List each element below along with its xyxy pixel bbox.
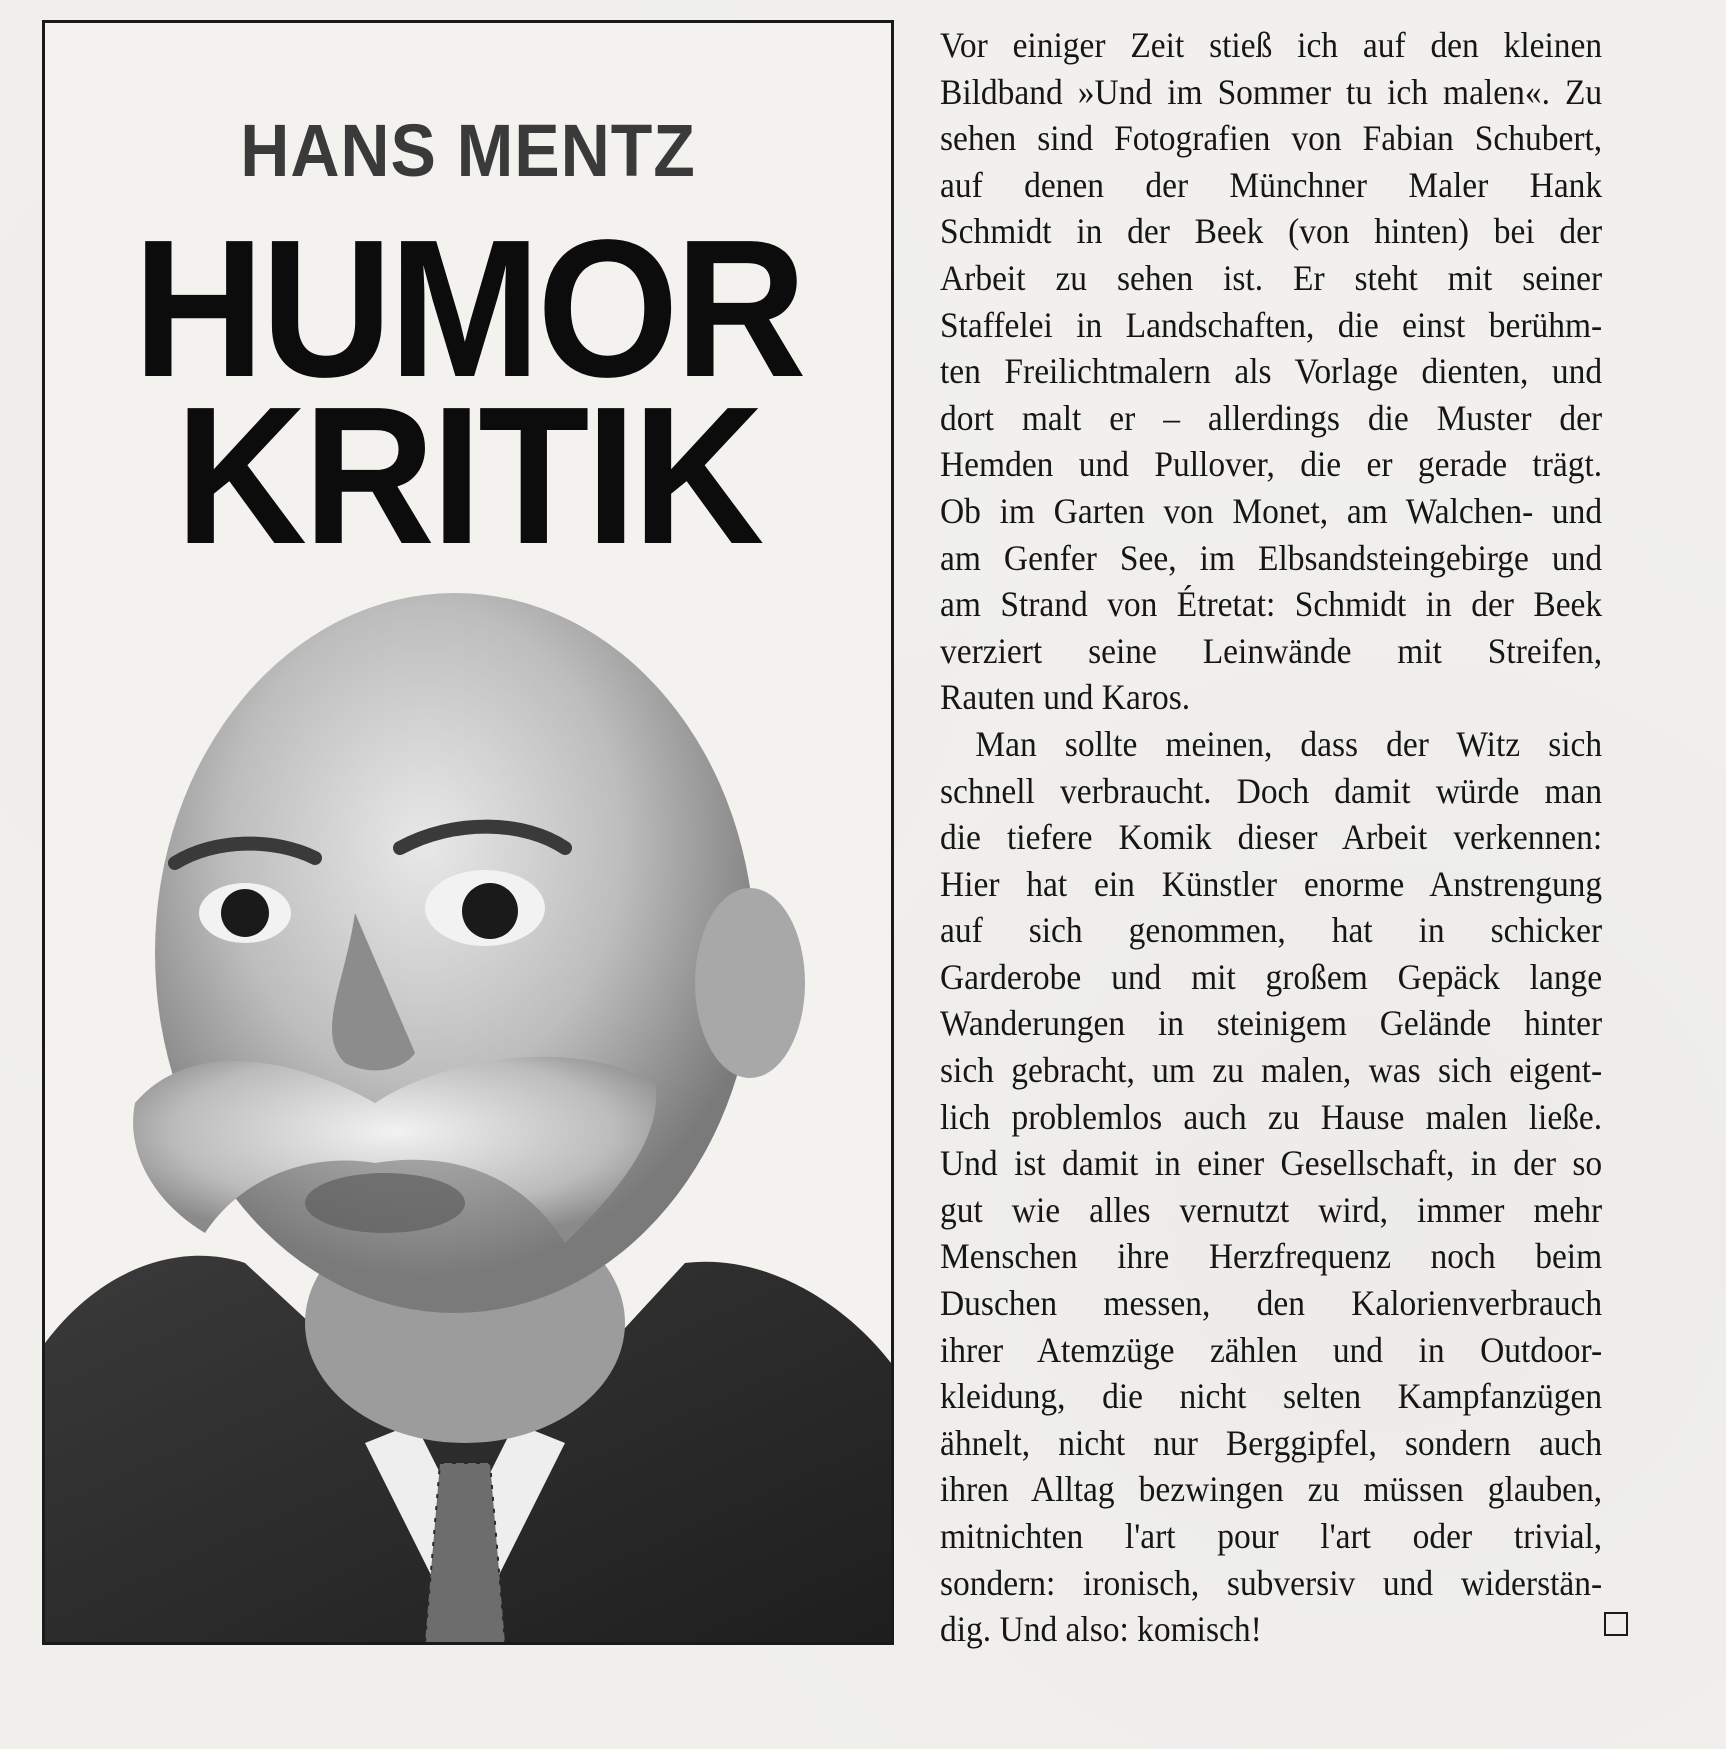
article-line: Bildband »Und im Sommer tu ich malen«. Zu	[940, 71, 1603, 112]
article-line: dig. Und also: komisch!	[940, 1609, 1262, 1650]
column-title-line-2: KRITIK	[175, 366, 761, 585]
article-line: Man sollte meinen, dass der Witz sich	[975, 723, 1603, 764]
article-line: auf sich genommen, hat in schicker	[940, 910, 1603, 951]
article-body	[940, 22, 1602, 1653]
article-line: ihren Alltag bezwingen zu müssen glauben,	[940, 1469, 1603, 1510]
article-line: Und ist damit in einer Gesellschaft, in der so	[940, 1143, 1603, 1184]
article-line: Ob im Garten von Monet, am Walchen- und	[940, 490, 1603, 531]
article-line: ähnelt, nicht nur Berggipfel, sondern auch	[940, 1422, 1603, 1463]
article-line: Garderobe und mit großem Gepäck lange	[940, 956, 1603, 997]
article-line: ten Freilichtmalern als Vorlage dienten, und	[940, 351, 1603, 392]
article-line: Schmidt in der Beek (von hinten) bei der	[940, 211, 1603, 252]
article-line: Staffelei in Landschaften, die einst berühm-	[940, 304, 1603, 345]
article-line: am Strand von Étretat: Schmidt in der Beek	[940, 584, 1603, 625]
author-byline: HANS MENTZ	[240, 109, 696, 192]
article-line: mitnichten l'art pour l'art oder trivial,	[940, 1516, 1603, 1556]
article-paragraph-2	[940, 721, 1602, 1653]
article-line: verziert seine Leinwände mit Streifen,	[940, 630, 1603, 671]
article-line: am Genfer See, im Elbsandsteingebirge und	[940, 537, 1603, 578]
article-line: Hier hat ein Künstler enorme Anstrengung	[940, 863, 1603, 904]
portrait-photo	[45, 563, 891, 1643]
article-line: die tiefere Komik dieser Arbeit verkennen:	[940, 817, 1603, 858]
article-line: kleidung, die nicht selten Kampfanzügen	[940, 1376, 1603, 1417]
article-line: Wanderungen in steinigem Gelände hinter	[940, 1003, 1603, 1044]
article-line: ihrer Atemzüge zählen und in Outdoor-	[940, 1329, 1603, 1370]
article-line: Rauten und Karos.	[940, 677, 1191, 718]
portrait-illustration	[45, 563, 891, 1643]
article-line: auf denen der Münchner Maler Hank	[940, 164, 1603, 205]
article-line: sehen sind Fotografien von Fabian Schubert,	[940, 118, 1603, 159]
column-header-box	[42, 20, 894, 1645]
article-line: sondern: ironisch, subversiv und widerstän-	[940, 1562, 1603, 1603]
article-line: Arbeit zu sehen ist. Er steht mit seiner	[940, 257, 1603, 298]
article-line: Menschen ihre Herzfrequenz noch beim	[940, 1236, 1603, 1277]
article-line: gut wie alles vernutzt wird, immer mehr	[940, 1189, 1603, 1230]
article-line: lich problemlos auch zu Hause malen ließe.	[940, 1096, 1603, 1137]
end-of-article-square-icon	[1604, 1612, 1628, 1636]
column-title-line-1: HUMOR	[133, 199, 803, 418]
article-line: Duschen messen, den Kalorienverbrauch	[940, 1283, 1603, 1324]
article-line: schnell verbraucht. Doch damit würde man	[940, 770, 1603, 811]
article-line: Hemden und Pullover, die er gerade trägt.	[940, 444, 1603, 485]
article-line: sich gebracht, um zu malen, was sich eigent-	[940, 1050, 1603, 1091]
article-paragraph-1	[940, 22, 1602, 721]
article-line: dort malt er – allerdings die Muster der	[940, 397, 1603, 438]
article-line: Vor einiger Zeit stieß ich auf den kleinen	[940, 25, 1603, 65]
